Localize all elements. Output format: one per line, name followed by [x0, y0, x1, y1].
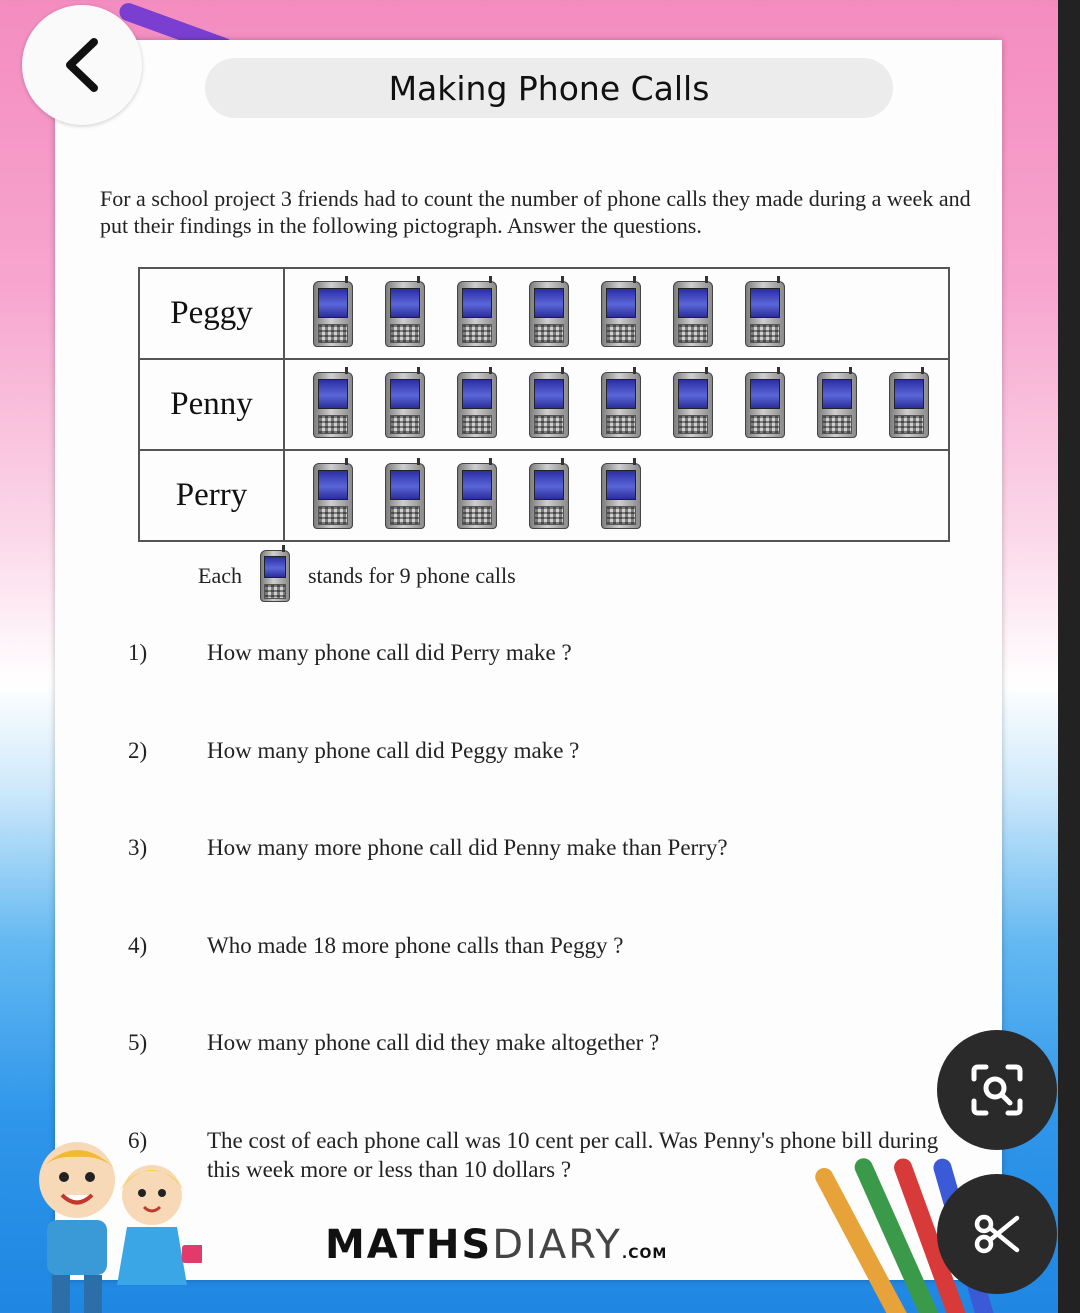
mobile-phone-icon: [313, 463, 353, 529]
scissors-icon: [973, 1210, 1021, 1258]
question-text: Who made 18 more phone calls than Peggy ?: [207, 933, 624, 958]
mobile-phone-icon: [673, 281, 713, 347]
lens-search-button[interactable]: [937, 1030, 1057, 1150]
row-name: Penny: [139, 359, 284, 450]
pictograph-row: [139, 268, 949, 359]
mobile-phone-icon: [529, 463, 569, 529]
pictograph-key: [198, 550, 516, 602]
kids-illustration: [22, 1135, 202, 1313]
mobile-phone-icon: [529, 281, 569, 347]
mobile-phone-icon: [601, 463, 641, 529]
mobile-phone-icon: [673, 372, 713, 438]
question-number: 2): [128, 738, 148, 763]
row-name: Peggy: [139, 268, 284, 359]
question-number: 4): [128, 933, 148, 958]
question-text: How many phone call did Peggy make ?: [207, 738, 580, 763]
legend-prefix: Each: [198, 563, 242, 588]
back-button[interactable]: [22, 5, 142, 125]
mobile-phone-icon: [457, 463, 497, 529]
mobile-phone-icon: [745, 281, 785, 347]
legend-suffix: stands for 9 phone calls: [307, 563, 516, 588]
mobile-phone-icon: [601, 281, 641, 347]
pictograph-row: [139, 359, 949, 450]
mobile-phone-icon: [385, 463, 425, 529]
phone-icons: [313, 281, 948, 347]
mobile-phone-icon: [313, 281, 353, 347]
pictograph-table: [138, 267, 950, 542]
question-number: 6): [128, 1128, 148, 1153]
question-number: 3): [128, 835, 148, 860]
question-text: How many phone call did Perry make ?: [207, 640, 572, 665]
question-number: 1): [128, 640, 148, 665]
mobile-phone-icon: [457, 372, 497, 438]
mobile-phone-icon: [385, 281, 425, 347]
mobile-phone-icon: [601, 372, 641, 438]
mobile-phone-icon: [457, 281, 497, 347]
worksheet-title: Making Phone Calls: [205, 58, 893, 118]
mobile-phone-icon: [385, 372, 425, 438]
pictograph-row: [139, 450, 949, 541]
phone-icons: [313, 372, 948, 438]
question-text: How many more phone call did Penny make than Perry?: [207, 835, 728, 860]
intro-text: For a school project 3 friends had to count the number of phone calls they made during a week and put their findings in the following pictograph. Answer the questions.: [100, 186, 971, 238]
mobile-phone-icon: [817, 372, 857, 438]
phone-icons: [313, 463, 948, 529]
right-edge-strip: [1058, 0, 1080, 1313]
row-name: Perry: [139, 450, 284, 541]
brand-logo: MATHSDIARY.COM: [325, 1222, 668, 1268]
cut-button[interactable]: [937, 1174, 1057, 1294]
mobile-phone-icon: [889, 372, 929, 438]
question-text: The cost of each phone call was 10 cent per call. Was Penny's phone bill during this week more or less than 10 dollars ?: [207, 1128, 939, 1182]
question-number: 5): [128, 1030, 148, 1055]
worksheet-page: [55, 40, 1002, 1280]
mobile-phone-icon: [313, 372, 353, 438]
mobile-phone-icon: [260, 550, 290, 602]
mobile-phone-icon: [745, 372, 785, 438]
question-text: How many phone call did they make altogether ?: [207, 1030, 660, 1055]
chevron-left-icon: [60, 36, 104, 94]
mobile-phone-icon: [529, 372, 569, 438]
lens-search-icon: [968, 1061, 1026, 1119]
